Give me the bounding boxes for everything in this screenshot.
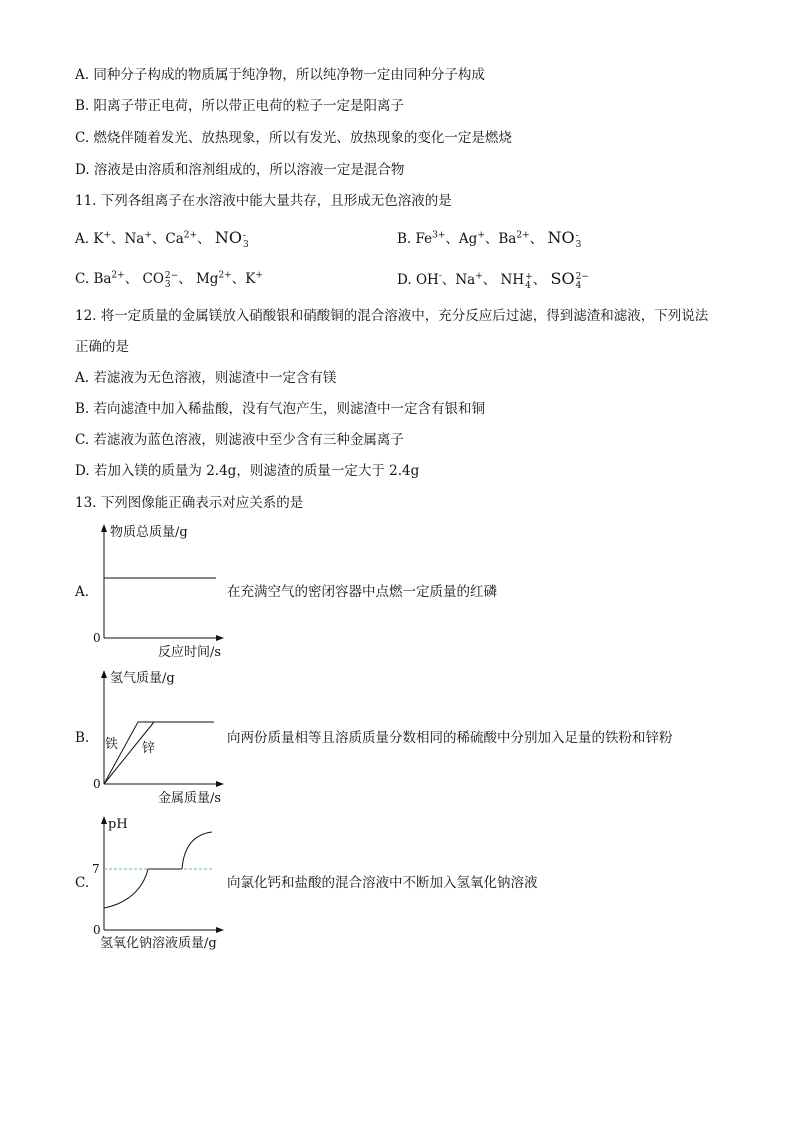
graph-b-xlabel: 金属质量/s (158, 791, 222, 806)
graph-c-description: 向氯化钙和盐酸的混合溶液中不断加入氢氧化钠溶液 (227, 875, 538, 891)
graph-a-origin: 0 (93, 631, 101, 645)
graph-b-series-fe: 铁 (105, 737, 119, 752)
q12-option-b: B. 若向滤渣中加入稀盐酸，没有气泡产生，则滤渣中一定含有银和铜 (75, 401, 486, 417)
graph-b-description: 向两份质量相等且溶质质量分数相同的稀硫酸中分别加入足量的铁粉和锌粉 (227, 730, 673, 746)
q11-option-b: B. $Fe^{3+}$、Ag+、$Ba^{2+}$、 NO - 3 (397, 228, 582, 250)
q13-stem: 13. 下列图像能正确表示对应关系的是 (75, 495, 304, 511)
graph-a-letter: A. (75, 584, 90, 600)
graph-b-origin: 0 (93, 777, 101, 791)
graph-b (88, 666, 228, 808)
q11-option-d: D. OH-、Na+、 NH + 4 、 SO 2− 4 (397, 269, 589, 291)
graph-c-letter: C. (75, 875, 90, 891)
graph-c-ref-label: 7 (92, 862, 100, 876)
graph-b-x-arrow (216, 781, 224, 787)
q10-option-c: C. 燃烧伴随着发光、放热现象，所以有发光、放热现象的变化一定是燃烧 (75, 130, 512, 146)
graph-c-origin: 0 (93, 923, 101, 937)
q10-option-b: B. 阳离子带正电荷，所以带正电荷的粒子一定是阳离子 (75, 98, 405, 114)
q10-option-d: D. 溶液是由溶质和溶剂组成的，所以溶液一定是混合物 (75, 162, 405, 178)
q11-stem: 11. 下列各组离子在水溶液中能大量共存，且形成无色溶液的是 (75, 193, 452, 209)
q11-option-a: A. K+、Na+、$Ca^{2+}$、 NO - 3 (75, 228, 249, 250)
graph-b-line-fe (104, 722, 214, 784)
q12-option-d: D. 若加入镁的质量为 2.4g，则滤渣的质量一定大于 2.4g (75, 463, 420, 479)
graph-b-ylabel: 氢气质量/g (110, 671, 175, 686)
graph-b-series-zn: 锌 (142, 741, 156, 756)
q12-option-a: A. 若滤液为无色溶液，则滤渣中一定含有镁 (75, 370, 337, 386)
graph-c-ylabel: pH (108, 817, 128, 832)
graph-a (88, 520, 228, 660)
q12-option-c: C. 若滤液为蓝色溶液，则滤液中至少含有三种金属离子 (75, 432, 404, 448)
q12-stem-line1: 12. 将一定质量的金属镁放入硝酸银和硝酸铜的混合溶液中，充分反应后过滤，得到滤渣和滤液，下列说法 (75, 308, 709, 324)
graph-c-curve-rising (104, 869, 148, 908)
graph-c-y-arrow (101, 816, 107, 824)
q12-stem-line2: 正确的是 (75, 339, 129, 355)
graph-c-curve-final (182, 832, 212, 869)
graph-c-x-arrow (216, 927, 224, 933)
graph-c-xlabel: 氢氧化钠溶液质量/g (100, 936, 217, 951)
q11-option-c: C. $Ba^{2+}$、 CO 2− 3 、 $Mg^{2+}$、K+ (75, 270, 263, 290)
graph-a-y-arrow (101, 524, 107, 532)
graph-c (88, 812, 230, 952)
graph-a-ylabel: 物质总质量/g (110, 525, 188, 540)
graph-a-description: 在充满空气的密闭容器中点燃一定质量的红磷 (227, 584, 497, 600)
q10-option-a: A. 同种分子构成的物质属于纯净物，所以纯净物一定由同种分子构成 (75, 67, 485, 83)
graph-a-x-arrow (216, 635, 224, 641)
graph-a-xlabel: 反应时间/s (158, 645, 222, 660)
graph-b-y-arrow (101, 670, 107, 678)
graph-b-letter: B. (75, 730, 90, 746)
